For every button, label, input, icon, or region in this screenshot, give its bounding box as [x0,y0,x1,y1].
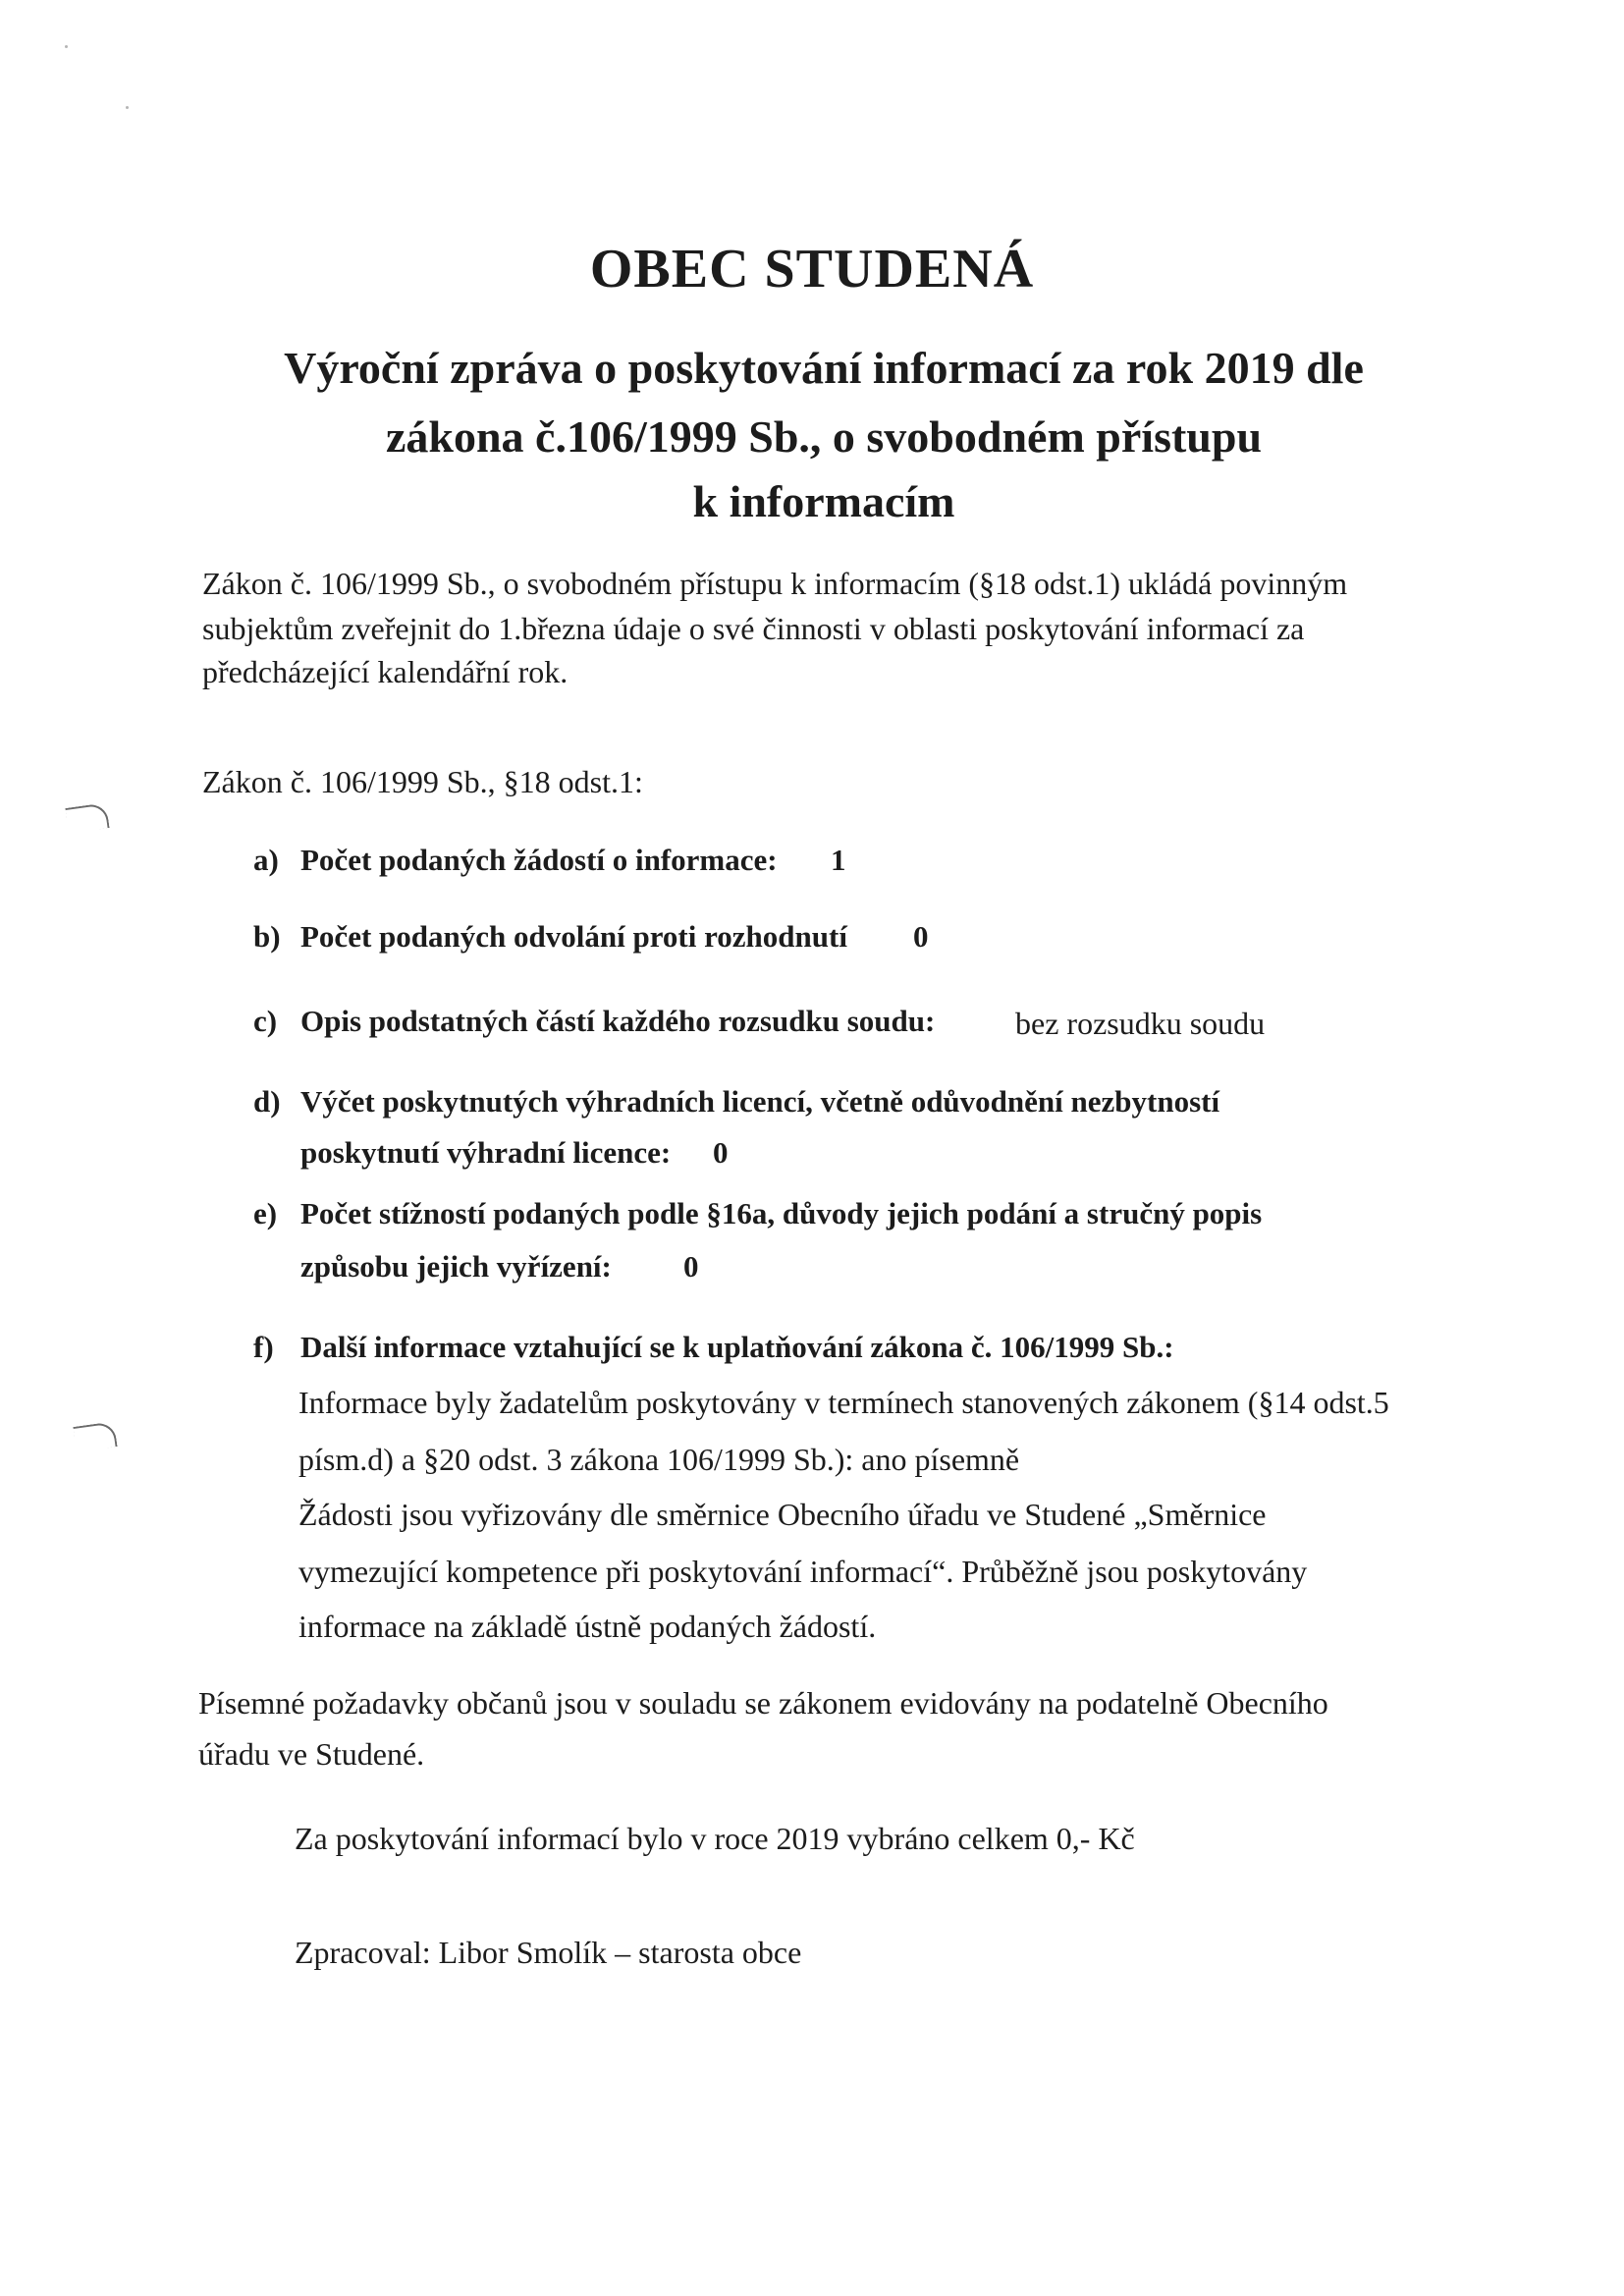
document-title: OBEC STUDENÁ [589,239,1035,300]
list-item-text: způsobu jejich vyřízení: [300,1249,612,1284]
list-item-letter: a) [253,843,279,877]
document-subtitle-line: k informacím [692,476,955,526]
hole-punch-mark [73,1421,117,1452]
fee-statement: Za poskytování informací bylo v roce 2019 vybráno celkem 0,- Kč [295,1821,1135,1856]
signature-line: Zpracoval: Libor Smolík – starosta obce [295,1935,802,1970]
list-item-text: poskytnutí výhradní licence: [300,1135,672,1170]
list-item-letter: c) [253,1004,278,1038]
closing-paragraph-line: Písemné požadavky občanů jsou v souladu se zákonem evidovány na podatelně Obecního [198,1685,1328,1721]
list-item-text: Počet podaných žádostí o informace: [300,843,778,877]
hole-punch-mark [65,802,109,834]
intro-paragraph-line: subjektům zveřejnit do 1.března údaje o své činnosti v oblasti poskytování informací za [202,611,1305,646]
list-item-heading: Další informace vztahující se k uplatňování zákona č. 106/1999 Sb.: [300,1330,1174,1364]
intro-paragraph-line: předcházející kalendářní rok. [202,654,568,689]
closing-paragraph-line: úřadu ve Studené. [198,1736,425,1772]
section-heading: Zákon č. 106/1999 Sb., §18 odst.1: [202,764,643,799]
scan-speck [65,45,68,48]
list-item-letter: e) [253,1196,278,1230]
list-item-detail-line: vymezující kompetence při poskytování informací“. Průběžně jsou poskytovány [298,1554,1308,1589]
list-item-value: 0 [913,919,929,954]
document-subtitle-line: Výroční zpráva o poskytování informací za rok 2019 dle [284,343,1364,393]
scan-speck [126,106,129,109]
list-item-letter: b) [253,919,281,954]
list-item-value: 0 [683,1249,699,1284]
list-item-value: bez rozsudku soudu [1015,1006,1266,1041]
intro-paragraph-line: Zákon č. 106/1999 Sb., o svobodném přístupu k informacím (§18 odst.1) ukládá povinným [202,566,1348,601]
list-item-value: 1 [831,843,846,877]
list-item-text: Počet podaných odvolání proti rozhodnutí [300,919,847,954]
document-subtitle-line: zákona č.106/1999 Sb., o svobodném přístupu [385,411,1263,462]
list-item-detail-line: Informace byly žadatelům poskytovány v termínech stanovených zákonem (§14 odst.5 [298,1385,1389,1420]
list-item-detail-line: informace na základě ústně podaných žádostí. [298,1609,877,1644]
list-item-detail-line: Žádosti jsou vyřizovány dle směrnice Obecního úřadu ve Studené „Směrnice [298,1497,1267,1532]
list-item-detail-line: písm.d) a §20 odst. 3 zákona 106/1999 Sb.): ano písemně [298,1442,1020,1477]
list-item-value: 0 [713,1135,729,1170]
list-item-text: Počet stížností podaných podle §16a, důvody jejich podání a stručný popis [300,1196,1263,1230]
list-item-letter: d) [253,1084,281,1119]
list-item-text: Opis podstatných částí každého rozsudku soudu: [300,1004,936,1038]
list-item-letter: f) [253,1330,274,1364]
list-item-text: Výčet poskytnutých výhradních licencí, včetně odůvodnění nezbytností [300,1084,1220,1119]
